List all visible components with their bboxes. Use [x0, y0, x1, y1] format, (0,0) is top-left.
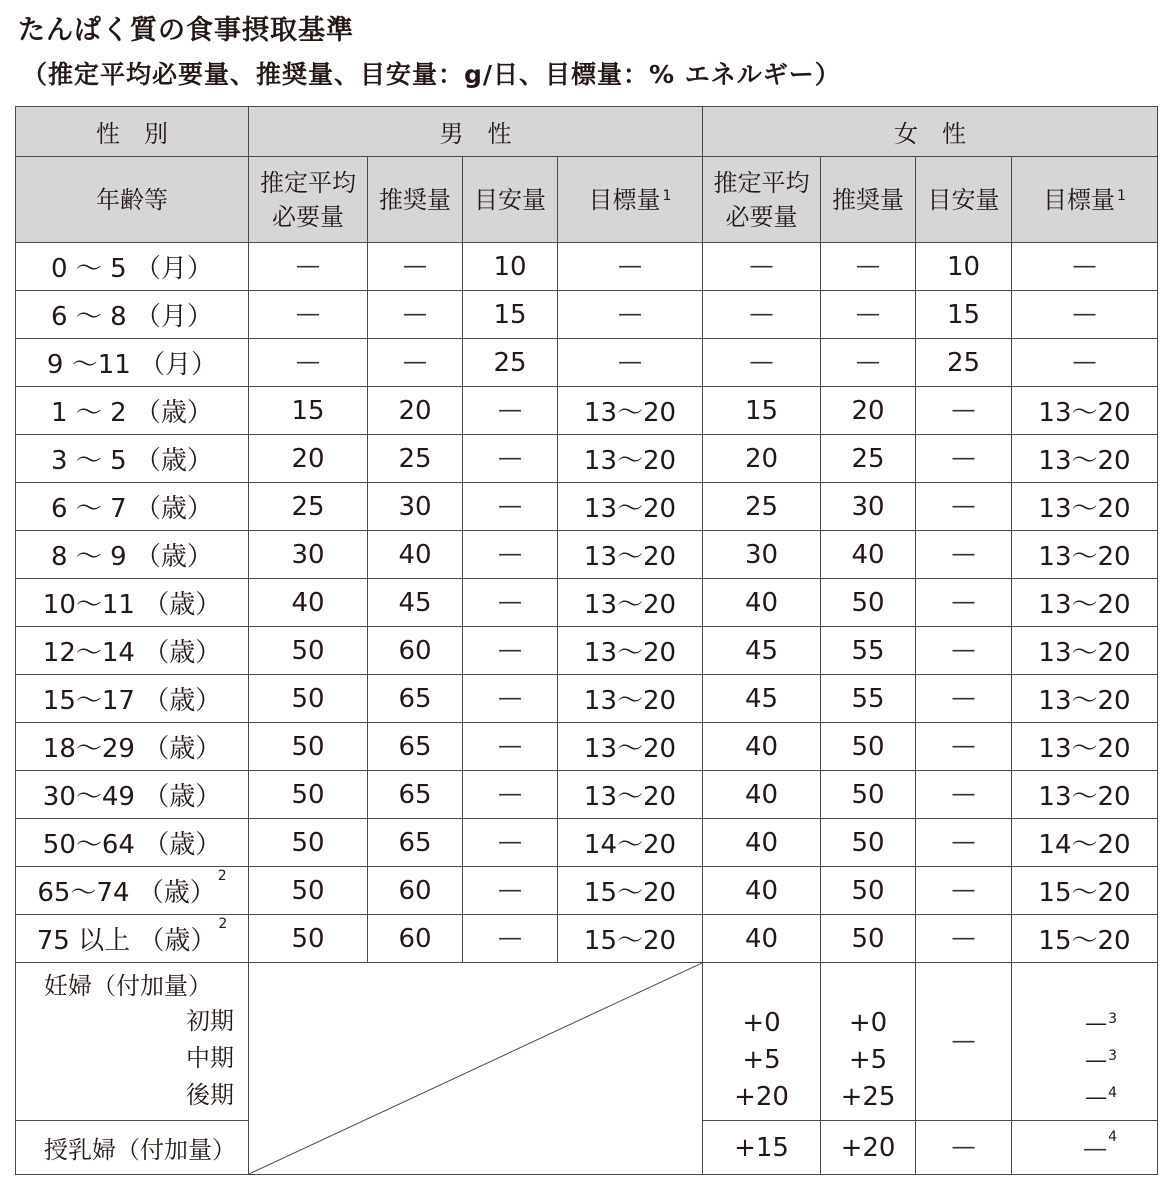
- age-cell: [16, 531, 249, 579]
- table-body: [16, 243, 1158, 963]
- female-value-cell: 20: [821, 387, 916, 435]
- phase-early: 初期: [186, 1007, 234, 1035]
- female-value-cell: 50: [821, 723, 916, 771]
- age-cell: [16, 435, 249, 483]
- age-label: 6 ～ 8 （月）: [51, 302, 213, 332]
- female-value-cell: ―: [821, 243, 916, 291]
- female-value-cell: ―: [916, 915, 1012, 963]
- age-cell: [16, 291, 249, 339]
- male-value-cell: ―: [249, 291, 368, 339]
- male-value-cell: ―: [558, 339, 703, 387]
- female-value-cell: ―: [1012, 291, 1158, 339]
- male-value-cell: 15～20: [558, 867, 703, 915]
- male-value-cell: 13～20: [558, 387, 703, 435]
- female-value-cell: 40: [703, 771, 821, 819]
- female-value-cell: 50: [821, 819, 916, 867]
- age-label: 9 ～11 （月）: [46, 350, 218, 380]
- female-value-cell: 13～20: [1012, 627, 1158, 675]
- male-value-cell: 15: [249, 387, 368, 435]
- male-value-cell: ―: [368, 339, 463, 387]
- male-value-cell: 50: [249, 915, 368, 963]
- female-value-cell: 30: [821, 483, 916, 531]
- female-value-cell: 50: [821, 771, 916, 819]
- ear-line2: 必要量: [272, 202, 344, 231]
- female-value-cell: 25: [916, 339, 1012, 387]
- age-label: 30～49 （歳）: [42, 782, 222, 812]
- table-row: [16, 915, 1158, 963]
- female-value-cell: 13～20: [1012, 723, 1158, 771]
- female-value-cell: ―: [916, 723, 1012, 771]
- page-subtitle: （推定平均必要量、推奨量、目安量：g/日、目標量：% エネルギー）: [22, 60, 841, 89]
- female-value-cell: 50: [821, 867, 916, 915]
- male-rda-header: 推奨量: [368, 157, 463, 243]
- male-value-cell: ―: [463, 867, 558, 915]
- female-value-cell: ―: [821, 339, 916, 387]
- male-value-cell: 50: [249, 627, 368, 675]
- male-value-cell: 50: [249, 771, 368, 819]
- age-label: 15～17 （歳）: [42, 686, 222, 716]
- female-value-cell: 40: [703, 723, 821, 771]
- female-value-cell: ―: [916, 579, 1012, 627]
- ear-line1: 推定平均: [713, 168, 810, 197]
- male-value-cell: ―: [463, 483, 558, 531]
- age-cell: [16, 243, 249, 291]
- female-dg-header: [1012, 157, 1158, 243]
- male-value-cell: 15～20: [558, 915, 703, 963]
- male-value-cell: 13～20: [558, 723, 703, 771]
- age-label: 3 ～ 5 （歳）: [51, 446, 213, 476]
- table-row: [16, 579, 1158, 627]
- male-value-cell: 65: [368, 771, 463, 819]
- lactating-ear-cell: +15: [703, 1121, 821, 1175]
- age-cell: [16, 771, 249, 819]
- female-value-cell: ―: [916, 675, 1012, 723]
- lactating-label: 授乳婦（付加量）: [16, 1121, 249, 1175]
- sex-header: 性 別: [16, 107, 249, 157]
- table-row: [16, 867, 1158, 915]
- male-value-cell: 15: [463, 291, 558, 339]
- male-value-cell: ―: [463, 387, 558, 435]
- male-value-cell: ―: [249, 243, 368, 291]
- female-value-cell: 13～20: [1012, 579, 1158, 627]
- age-cell: [16, 819, 249, 867]
- male-not-applicable-cell: [249, 963, 703, 1175]
- lactating-ai-cell: ―: [916, 1121, 1012, 1175]
- female-value-cell: 25: [703, 483, 821, 531]
- footnote-3: 3: [1108, 1048, 1117, 1064]
- pregnant-rda-late: +25: [840, 1082, 896, 1112]
- female-value-cell: 15～20: [1012, 867, 1158, 915]
- male-value-cell: 50: [249, 723, 368, 771]
- female-ai-header: 目安量: [916, 157, 1012, 243]
- male-value-cell: ―: [368, 243, 463, 291]
- diagonal-line: [249, 963, 702, 1174]
- pregnant-ear-cell: [703, 963, 821, 1121]
- male-value-cell: ―: [558, 291, 703, 339]
- female-value-cell: ―: [916, 483, 1012, 531]
- ear-line1: 推定平均: [260, 168, 356, 197]
- male-value-cell: ―: [558, 243, 703, 291]
- female-value-cell: ―: [703, 339, 821, 387]
- male-value-cell: 13～20: [558, 531, 703, 579]
- dg-label: 目標量: [588, 185, 661, 214]
- age-cell: [16, 483, 249, 531]
- male-value-cell: 13～20: [558, 675, 703, 723]
- footnote-3: 3: [1108, 1011, 1117, 1027]
- female-value-cell: 10: [916, 243, 1012, 291]
- male-value-cell: 45: [368, 579, 463, 627]
- male-value-cell: 13～20: [558, 771, 703, 819]
- female-value-cell: 13～20: [1012, 435, 1158, 483]
- ear-line2: 必要量: [725, 202, 798, 231]
- male-value-cell: 14～20: [558, 819, 703, 867]
- female-value-cell: 40: [821, 531, 916, 579]
- male-value-cell: 65: [368, 819, 463, 867]
- age-label: 18～29 （歳）: [42, 734, 222, 764]
- table-row: [16, 819, 1158, 867]
- male-value-cell: 60: [368, 915, 463, 963]
- female-value-cell: 40: [703, 867, 821, 915]
- female-value-cell: 45: [703, 675, 821, 723]
- age-label: 75 以上 （歳）: [36, 926, 217, 956]
- age-cell: [16, 867, 249, 915]
- table-row: [16, 387, 1158, 435]
- dg-footnote: 1: [1117, 187, 1126, 204]
- female-value-cell: 15: [916, 291, 1012, 339]
- male-value-cell: ―: [463, 771, 558, 819]
- female-value-cell: ―: [1012, 339, 1158, 387]
- female-value-cell: ―: [821, 291, 916, 339]
- table-row: [16, 771, 1158, 819]
- male-value-cell: ―: [463, 435, 558, 483]
- female-value-cell: 15: [703, 387, 821, 435]
- table-row: [16, 435, 1158, 483]
- male-value-cell: 25: [368, 435, 463, 483]
- female-value-cell: ―: [1012, 243, 1158, 291]
- female-value-cell: ―: [916, 387, 1012, 435]
- male-value-cell: 20: [249, 435, 368, 483]
- table-row: [16, 291, 1158, 339]
- male-value-cell: 30: [368, 483, 463, 531]
- male-value-cell: 40: [249, 579, 368, 627]
- age-label: 12～14 （歳）: [42, 638, 222, 668]
- female-value-cell: 13～20: [1012, 531, 1158, 579]
- age-header: 年齢等: [16, 157, 249, 243]
- male-value-cell: 13～20: [558, 483, 703, 531]
- female-value-cell: 13～20: [1012, 771, 1158, 819]
- male-value-cell: 65: [368, 723, 463, 771]
- male-value-cell: 40: [368, 531, 463, 579]
- age-label: 50～64 （歳）: [42, 830, 222, 860]
- pregnant-ai-cell: ―: [916, 963, 1012, 1121]
- male-value-cell: 50: [249, 819, 368, 867]
- female-value-cell: 15～20: [1012, 915, 1158, 963]
- pregnant-ear-late: +20: [734, 1082, 789, 1112]
- dg-label: 目標量: [1043, 185, 1116, 214]
- age-label: 6 ～ 7 （歳）: [51, 494, 213, 524]
- male-value-cell: ―: [463, 675, 558, 723]
- male-value-cell: ―: [463, 819, 558, 867]
- table-row: [16, 243, 1158, 291]
- female-value-cell: ―: [916, 531, 1012, 579]
- female-value-cell: 13～20: [1012, 387, 1158, 435]
- male-value-cell: 30: [249, 531, 368, 579]
- female-value-cell: 30: [703, 531, 821, 579]
- male-header: 男 性: [249, 107, 703, 157]
- pregnant-label: 妊婦（付加量）: [44, 972, 212, 1000]
- age-footnote: 2: [218, 916, 228, 932]
- male-value-cell: 60: [368, 627, 463, 675]
- age-cell: [16, 627, 249, 675]
- pregnant-row: [16, 963, 1158, 1121]
- female-value-cell: ―: [916, 819, 1012, 867]
- male-value-cell: ―: [463, 579, 558, 627]
- male-value-cell: ―: [368, 291, 463, 339]
- male-value-cell: ―: [463, 915, 558, 963]
- male-value-cell: 25: [463, 339, 558, 387]
- female-value-cell: 40: [703, 819, 821, 867]
- age-label: 8 ～ 9 （歳）: [51, 542, 213, 572]
- female-value-cell: 25: [821, 435, 916, 483]
- footnote-4: 4: [1108, 1128, 1117, 1145]
- dash-value: ―: [1084, 1136, 1107, 1162]
- female-value-cell: 55: [821, 627, 916, 675]
- female-value-cell: ―: [703, 243, 821, 291]
- male-dg-header: [558, 157, 703, 243]
- age-cell: [16, 675, 249, 723]
- male-value-cell: 50: [249, 675, 368, 723]
- pregnant-rda-cell: [821, 963, 916, 1121]
- male-value-cell: ―: [463, 723, 558, 771]
- male-ear-header: [249, 157, 368, 243]
- male-value-cell: 65: [368, 675, 463, 723]
- phase-mid: 中期: [186, 1044, 234, 1072]
- female-value-cell: 20: [703, 435, 821, 483]
- age-label: 65～74 （歳）: [37, 878, 216, 908]
- age-footnote: 2: [217, 868, 227, 884]
- male-value-cell: 10: [463, 243, 558, 291]
- female-value-cell: 40: [703, 579, 821, 627]
- pregnant-rda-early: +0: [848, 1008, 888, 1038]
- age-label: 1 ～ 2 （歳）: [51, 398, 213, 428]
- male-value-cell: 60: [368, 867, 463, 915]
- female-value-cell: 50: [821, 579, 916, 627]
- page-title: たんぱく質の食事摂取基準: [18, 15, 354, 46]
- female-value-cell: ―: [703, 291, 821, 339]
- pregnant-rda-mid: +5: [848, 1045, 888, 1075]
- male-value-cell: 13～20: [558, 435, 703, 483]
- male-value-cell: 50: [249, 867, 368, 915]
- male-ai-header: 目安量: [463, 157, 558, 243]
- table-row: [16, 675, 1158, 723]
- age-cell: [16, 387, 249, 435]
- table-row: [16, 339, 1158, 387]
- pregnant-ear-early: +0: [742, 1008, 781, 1038]
- female-value-cell: 45: [703, 627, 821, 675]
- footnote-4: 4: [1108, 1085, 1117, 1101]
- dash-value: ―: [1086, 1085, 1107, 1109]
- male-value-cell: ―: [249, 339, 368, 387]
- age-label: 10～11 （歳）: [42, 590, 222, 620]
- pregnant-dg-mid: [1012, 1042, 1157, 1079]
- female-header: 女 性: [703, 107, 1158, 157]
- pregnant-dg-late: [1012, 1079, 1157, 1116]
- table-row: [16, 483, 1158, 531]
- pregnant-ear-mid: +5: [742, 1045, 781, 1075]
- female-value-cell: ―: [916, 771, 1012, 819]
- female-value-cell: ―: [916, 435, 1012, 483]
- lactating-dg-cell: [1012, 1121, 1158, 1175]
- male-value-cell: 13～20: [558, 627, 703, 675]
- female-value-cell: ―: [916, 627, 1012, 675]
- pregnant-dg-cell: [1012, 963, 1158, 1121]
- female-ear-header: [703, 157, 821, 243]
- dash-value: ―: [1086, 1048, 1107, 1072]
- dg-footnote: 1: [662, 187, 672, 204]
- male-value-cell: ―: [463, 531, 558, 579]
- age-cell: [16, 915, 249, 963]
- female-value-cell: ―: [916, 867, 1012, 915]
- dash-value: ―: [1086, 1011, 1107, 1035]
- female-value-cell: 13～20: [1012, 483, 1158, 531]
- male-value-cell: 25: [249, 483, 368, 531]
- phase-late: 後期: [186, 1081, 234, 1109]
- age-cell: [16, 579, 249, 627]
- pregnant-dg-early: [1012, 1005, 1157, 1042]
- female-rda-header: 推奨量: [821, 157, 916, 243]
- age-cell: [16, 723, 249, 771]
- table-row: [16, 723, 1158, 771]
- pregnant-label-cell: [16, 963, 249, 1121]
- female-value-cell: 13～20: [1012, 675, 1158, 723]
- female-value-cell: 14～20: [1012, 819, 1158, 867]
- table-row: [16, 531, 1158, 579]
- male-value-cell: 13～20: [558, 579, 703, 627]
- age-cell: [16, 339, 249, 387]
- female-value-cell: 55: [821, 675, 916, 723]
- lactating-rda-cell: +20: [821, 1121, 916, 1175]
- protein-intake-table: [15, 106, 1158, 1175]
- female-value-cell: 50: [821, 915, 916, 963]
- female-value-cell: 40: [703, 915, 821, 963]
- table-row: [16, 627, 1158, 675]
- male-value-cell: 20: [368, 387, 463, 435]
- age-label: 0 ～ 5 （月）: [51, 254, 213, 284]
- male-value-cell: ―: [463, 627, 558, 675]
